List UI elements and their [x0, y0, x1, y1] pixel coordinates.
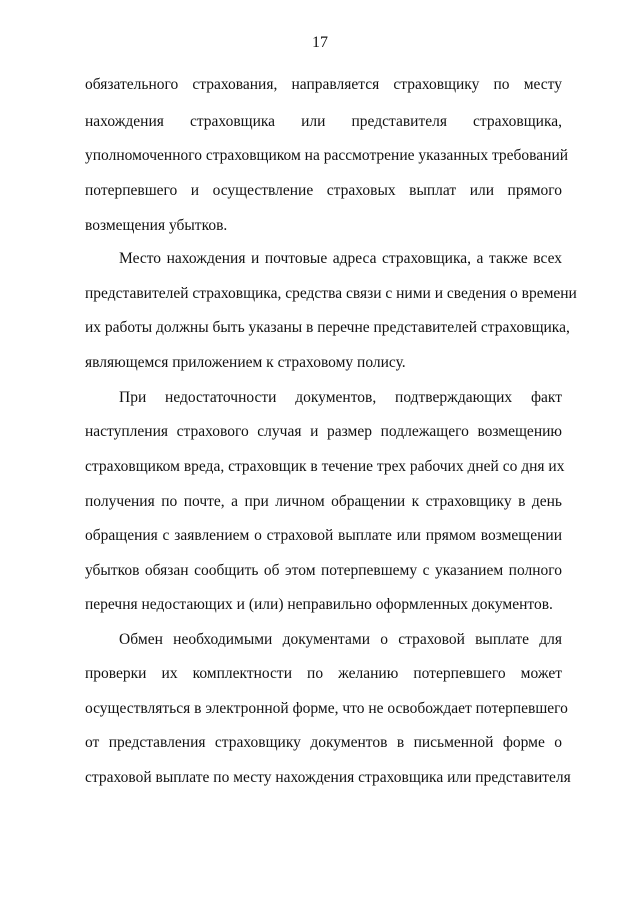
text-line: уполномоченного страховщиком на рассмотрение указанных требований [85, 147, 569, 164]
text-line: наступления страхового случая и размер подлежащего возмещению [85, 423, 562, 440]
text-line: перечня недостающих и (или) неправильно оформленных документов. [85, 596, 553, 613]
text-line: их работы должны быть указаны в перечне представителей страховщика, [85, 319, 570, 336]
text-line: Обмен необходимыми документами о страховой выплате для [119, 631, 562, 648]
text-line: являющемся приложением к страховому полису. [85, 354, 406, 371]
text-line: потерпевшего и осуществление страховых выплат или прямого [85, 182, 562, 199]
text-line: осуществляться в электронной форме, что не освобождает потерпевшего [85, 700, 568, 717]
text-line: представителей страховщика, средства связи с ними и сведения о времени [85, 285, 577, 302]
text-line: страховой выплате по месту нахождения страховщика или представителя [85, 769, 571, 786]
text-line: от представления страховщику документов в письменной форме о [85, 734, 562, 751]
text-line: возмещения убытков. [85, 217, 228, 234]
page-number: 17 [312, 34, 328, 51]
text-line: Место нахождения и почтовые адреса страховщика, а также всех [119, 250, 562, 267]
text-line: убытков обязан сообщить об этом потерпевшему с указанием полного [85, 562, 562, 579]
text-line: нахождения страховщика или представителя страховщика, [85, 113, 562, 130]
text-line: обязательного страхования, направляется страховщику по месту [85, 76, 562, 93]
text-line: получения по почте, а при личном обращении к страховщику в день [85, 493, 562, 510]
text-line: проверки их комплектности по желанию потерпевшего может [85, 665, 562, 682]
text-line: страховщиком вреда, страховщик в течение трех рабочих дней со дня их [85, 458, 565, 475]
text-line: обращения с заявлением о страховой выплате или прямом возмещении [85, 527, 562, 544]
text-line: При недостаточности документов, подтверждающих факт [119, 389, 562, 406]
